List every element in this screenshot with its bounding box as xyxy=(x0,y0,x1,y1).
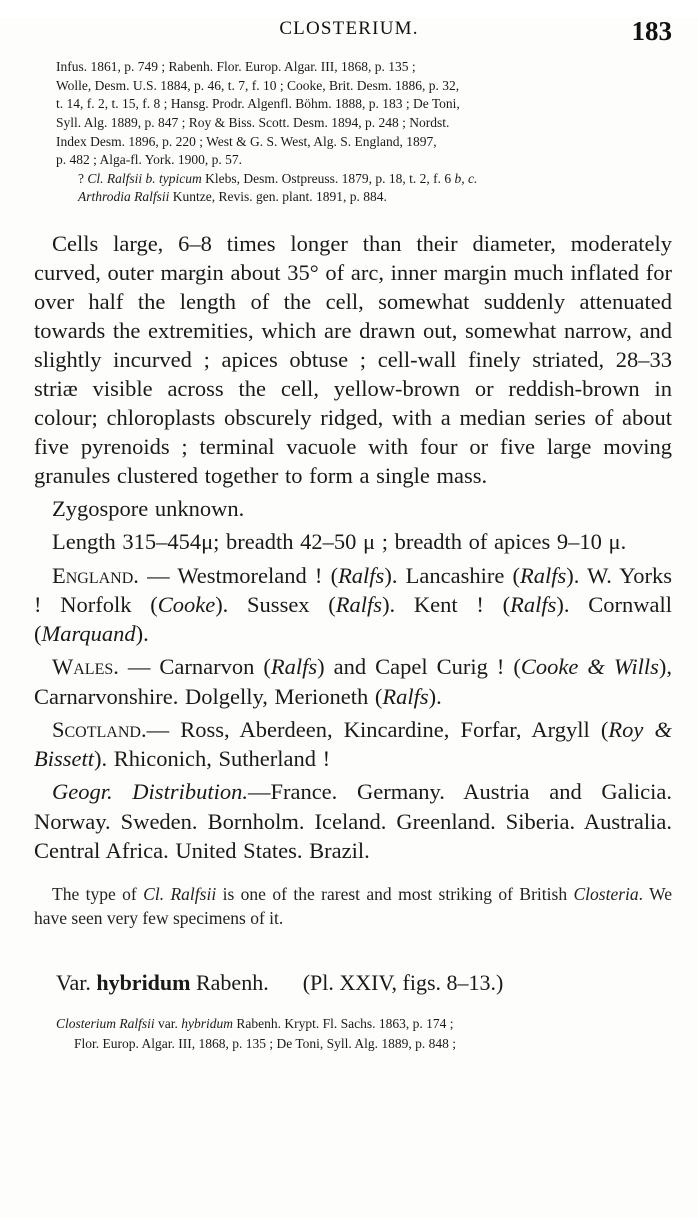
synonymy-block xyxy=(34,58,672,207)
wales-authority-1: Ralfs xyxy=(270,654,318,680)
variety-syn-italic-2: hybridum xyxy=(181,1016,234,1032)
synonymy-line: Infus. 1861, p. 749 ; Rabenh. Flor. Europ. Algar. III, 1868, p. 135 ; xyxy=(56,59,416,74)
page-header xyxy=(0,18,698,52)
variety-syn-italic-1: Closterium Ralfsii xyxy=(56,1016,155,1032)
england-text-4: ). Sussex ( xyxy=(215,591,336,617)
scotland-text-2: ). Rhiconich, Sutherland ! xyxy=(94,746,331,772)
england-authority-6: Marquand xyxy=(41,621,136,647)
synonymy-query-rest-1: Klebs, Desm. Ostpreuss. 1879, p. 18, t. 2, f. 6 b, c. xyxy=(201,170,478,186)
region-label-england: England. xyxy=(52,562,139,588)
synonymy-query-italic-1: Cl. Ralfsii b. typicum xyxy=(87,170,202,186)
region-label-scotland: Scotland. xyxy=(52,716,147,742)
remark-text-1: The type of xyxy=(52,884,144,905)
england-authority-4: Ralfs xyxy=(335,591,383,617)
geogr-text: —France. Germany. Austria and Galicia. Norway. Sweden. Bornholm. Iceland. Greenland. Siberia. Australia. Central Africa. United States. Brazil. xyxy=(34,779,672,863)
remark-paragraph xyxy=(34,883,672,930)
zygospore-note: Zygospore unknown. xyxy=(52,496,245,522)
synonymy-line: Wolle, Desm. U.S. 1884, p. 46, t. 7, f. 10 ; Cooke, Brit. Desm. 1886, p. 32, xyxy=(56,77,460,93)
variety-synonymy-line-1 xyxy=(56,1016,454,1031)
synonymy-line: p. 482 ; Alga-fl. York. 1900, p. 57. xyxy=(56,152,243,168)
distribution-england xyxy=(34,561,672,649)
page xyxy=(0,18,698,1218)
england-text-2: ). Lancashire ( xyxy=(384,562,520,588)
synonymy-line: Syll. Alg. 1889, p. 847 ; Roy & Biss. Scott. Desm. 1894, p. 248 ; Nordst. xyxy=(56,114,450,130)
wales-text-2: ) and Capel Curig ! ( xyxy=(317,654,521,680)
england-text-5: ). Kent ! ( xyxy=(382,591,511,617)
region-label-wales: Wales. xyxy=(52,654,119,680)
running-head: CLOSTERIUM. xyxy=(279,18,419,39)
england-authority-3: Cooke xyxy=(157,591,216,617)
scotland-text-1: — Ross, Aberdeen, Kincardine, Forfar, Argyll ( xyxy=(146,716,609,742)
remark-italic-1: Cl. Ralfsii xyxy=(143,884,217,905)
variety-prefix: Var. xyxy=(56,970,97,996)
wales-authority-2: Cooke & Wills xyxy=(520,654,659,680)
england-text-6: ). Cornwall ( xyxy=(34,591,672,647)
england-authority-1: Ralfs xyxy=(338,562,385,588)
england-text-7: ). xyxy=(135,621,149,647)
variety-author: Rabenh. xyxy=(190,970,269,996)
synonymy-query-line-2 xyxy=(74,188,672,207)
variety-heading xyxy=(34,970,672,996)
synonymy-query-marker: ? xyxy=(78,170,88,186)
wales-text-1: — Carnarvon ( xyxy=(118,654,271,680)
geographic-distribution xyxy=(34,777,672,865)
variety-syn-rest: Rabenh. Krypt. Fl. Sachs. 1863, p. 174 ; xyxy=(233,1016,454,1032)
species-description: Cells large, 6–8 times longer than their diameter, moderately curved, outer margin about 35° of arc, inner margin much inflated for over half the length of the cell, somewhat suddenly attenuated towards the extremities, which are drawn out, somewhat narrow, and slightly incurved ; apices obtuse ; cell-wall finely striated, 28–33 striæ visible across the cell, yellow-brown or reddish-brown in colour; chloroplasts obscurely ridged, with a median series of about five pyrenoids ; terminal vacuole with four or five large moving granules clustered together to form a single mass. xyxy=(34,231,672,489)
remark-italic-2: Closteria xyxy=(573,884,639,905)
england-text-1: — Westmoreland ! ( xyxy=(138,562,339,588)
page-number: 183 xyxy=(631,16,672,46)
england-text-3: ). W. Yorks ! Norfolk ( xyxy=(34,562,672,617)
geogr-label: Geogr. Distribution. xyxy=(52,779,248,805)
england-authority-5: Ralfs xyxy=(510,591,557,617)
variety-synonymy-line-2: Flor. Europ. Algar. III, 1868, p. 135 ; De Toni, Syll. Alg. 1889, p. 848 ; xyxy=(74,1035,457,1051)
synonymy-line: Index Desm. 1896, p. 220 ; West & G. S. West, Alg. S. England, 1897, xyxy=(56,133,437,149)
page-body xyxy=(0,58,698,1054)
synonymy-line: t. 14, f. 2, t. 15, f. 8 ; Hansg. Prodr. Algenfl. Böhm. 1888, p. 183 ; De Toni, xyxy=(56,96,460,112)
scotland-authority: Roy & Bissett xyxy=(34,716,672,772)
variety-name: hybridum xyxy=(96,970,191,996)
variety-synonymy xyxy=(34,1014,672,1053)
measurements: Length 315–454μ; breadth 42–50 μ ; breadth of apices 9–10 μ. xyxy=(52,529,627,555)
variety-syn-mid: var. xyxy=(154,1016,182,1032)
variety-plate-reference: (Pl. XXIV, figs. 8–13.) xyxy=(302,970,504,996)
distribution-wales xyxy=(34,652,672,711)
wales-text-3: ), Carnarvonshire. Dolgelly, Merioneth ( xyxy=(34,654,672,709)
wales-authority-3: Ralfs xyxy=(382,683,429,709)
remark-text-2: is one of the rarest and most striking of British xyxy=(216,884,574,905)
synonymy-query-rest-2: Kuntze, Revis. gen. plant. 1891, p. 884. xyxy=(169,189,387,205)
synonymy-query-italic-2: Arthrodia Ralfsii xyxy=(78,189,170,205)
distribution-scotland xyxy=(34,715,672,774)
remark-text-3: . We have seen very few specimens of it. xyxy=(34,884,672,928)
synonymy-query-line-1 xyxy=(74,170,672,189)
wales-text-4: ). xyxy=(428,683,442,709)
england-authority-2: Ralfs xyxy=(519,562,567,588)
